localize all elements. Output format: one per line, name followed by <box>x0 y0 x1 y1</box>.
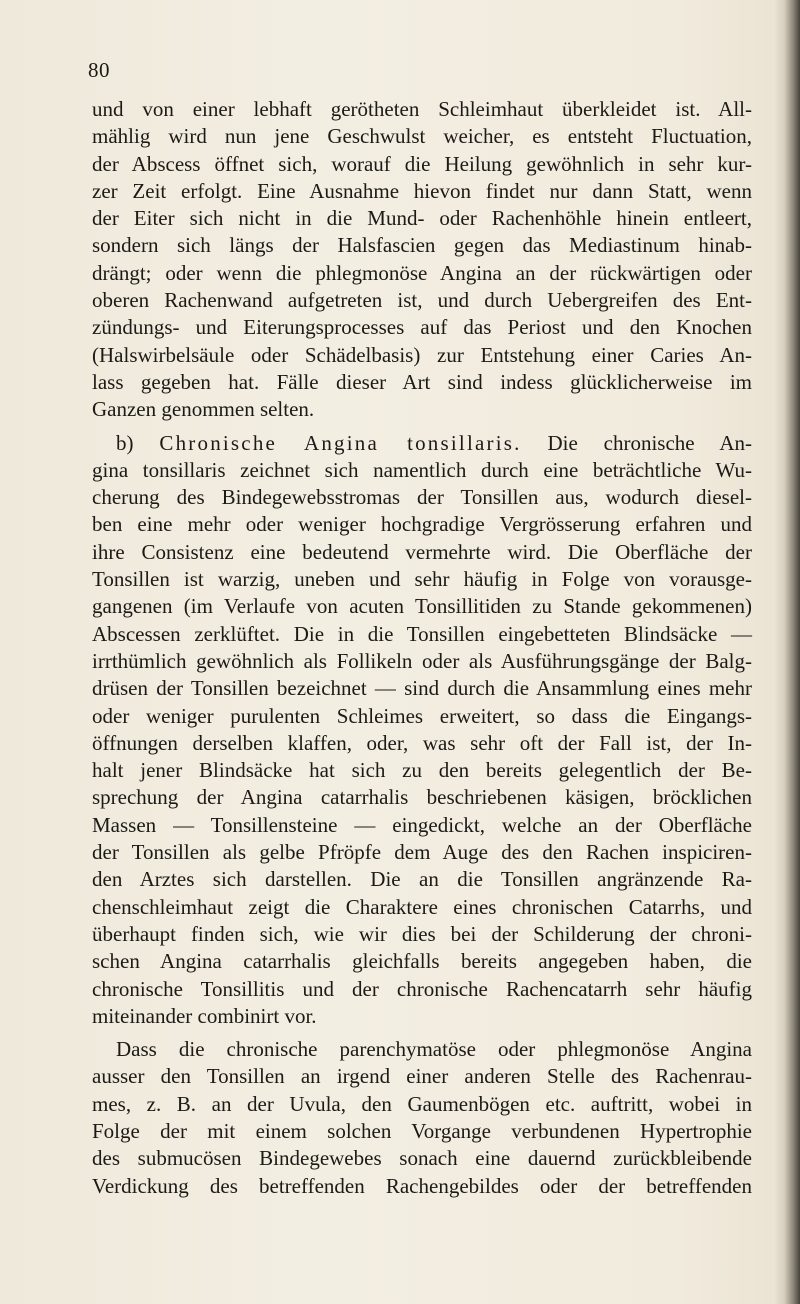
text-line: gangenen (im Verlaufe von acuten Tonsillitiden zu Stande gekommenen) <box>92 594 752 619</box>
text-line: Ganzen genommen selten. <box>92 397 315 422</box>
text-line: Massen — Tonsillensteine — eingedickt, welche an der Oberfläche <box>92 812 752 837</box>
text-line: sondern sich längs der Halsfascien gegen das Mediastinum hinab- <box>92 233 752 258</box>
text-line: ausser den Tonsillen an irgend einer anderen Stelle des Rachenrau- <box>92 1064 752 1089</box>
page-edge-shadow <box>774 0 800 1304</box>
text-line: mählig wird nun jene Geschwulst weicher, es entsteht Fluctuation, <box>92 124 752 149</box>
text-line: der Abscess öffnet sich, worauf die Heilung gewöhnlich in sehr kur- <box>92 151 752 176</box>
text-line: der Eiter sich nicht in die Mund- oder Rachenhöhle hinein entleert, <box>92 206 752 231</box>
text-line: lass gegeben hat. Fälle dieser Art sind indess glücklicherweise im <box>92 369 752 394</box>
text-line: irrthümlich gewöhnlich als Follikeln oder als Ausführungsgänge der Balg- <box>92 648 752 673</box>
text-line: miteinander combinirt vor. <box>92 1003 317 1028</box>
text-line: drängt; oder wenn die phlegmonöse Angina an der rückwärtigen oder <box>92 260 752 285</box>
text-line: den Arztes sich darstellen. Die an die Tonsillen angränzende Ra- <box>92 867 752 892</box>
text-line: des submucösen Bindegewebes sonach eine dauernd zurückbleibende <box>92 1146 752 1171</box>
text-line: zer Zeit erfolgt. Eine Ausnahme hievon findet nur dann Statt, wenn <box>92 178 752 203</box>
text-line: ihre Consistenz eine bedeutend vermehrte wird. Die Oberfläche der <box>92 539 752 564</box>
text-line: sprechung der Angina catarrhalis beschriebenen käsigen, bröcklichen <box>92 785 752 810</box>
text-line: ben eine mehr oder weniger hochgradige Vergrösserung erfahren und <box>92 512 752 537</box>
text-line: chenschleimhaut zeigt die Charaktere eines chronischen Catarrhs, und <box>92 894 752 919</box>
text-line: Dass die chronische parenchymatöse oder phlegmonöse Angina <box>116 1037 752 1062</box>
text-line: chronische Tonsillitis und der chronische Rachencatarrh sehr häufig <box>92 976 752 1001</box>
text-line: b) Chronische Angina tonsillaris. Die chronische An- <box>116 430 752 455</box>
text-line: zündungs- und Eiterungsprocesses auf das Periost und den Knochen <box>92 315 752 340</box>
text-line: drüsen der Tonsillen bezeichnet — sind durch die Ansammlung eines mehr <box>92 676 752 701</box>
text-line: halt jener Blindsäcke hat sich zu den bereits gelegentlich der Be- <box>92 758 752 783</box>
text-line: und von einer lebhaft gerötheten Schleimhaut überkleidet ist. All- <box>92 97 752 121</box>
text-line: (Halswirbelsäule oder Schädelbasis) zur Entstehung einer Caries An- <box>92 342 752 367</box>
text-line: Abscessen zerklüftet. Die in die Tonsillen eingebetteten Blindsäcke — <box>92 621 752 646</box>
text-line: mes, z. B. an der Uvula, den Gaumenbögen etc. auftritt, wobei in <box>92 1091 752 1116</box>
text-line: schen Angina catarrhalis gleichfalls bereits angegeben haben, die <box>92 949 752 974</box>
body-text <box>92 96 752 1200</box>
page-number: 80 <box>88 58 110 82</box>
text-line: Folge der mit einem solchen Vorgange verbundenen Hypertrophie <box>92 1118 752 1143</box>
text-line: der Tonsillen als gelbe Pfröpfe dem Auge des den Rachen inspiciren- <box>92 840 752 865</box>
text-line: Verdickung des betreffenden Rachengebildes oder der betreffenden <box>92 1173 752 1198</box>
text-line: gina tonsillaris zeichnet sich namentlich durch eine beträchtliche Wu- <box>92 457 752 482</box>
text-line: überhaupt finden sich, wie wir dies bei der Schilderung der chroni- <box>92 921 752 946</box>
text-line: oberen Rachenwand aufgetreten ist, und durch Uebergreifen des Ent- <box>92 288 752 313</box>
text-line: oder weniger purulenten Schleimes erweitert, so dass die Eingangs- <box>92 703 752 728</box>
text-line: Tonsillen ist warzig, uneben und sehr häufig in Folge von vorausge- <box>92 567 752 592</box>
text-line: cherung des Bindegewebsstromas der Tonsillen aus, wodurch diesel- <box>92 485 752 510</box>
text-line: öffnungen derselben klaffen, oder, was sehr oft der Fall ist, der In- <box>92 730 752 755</box>
